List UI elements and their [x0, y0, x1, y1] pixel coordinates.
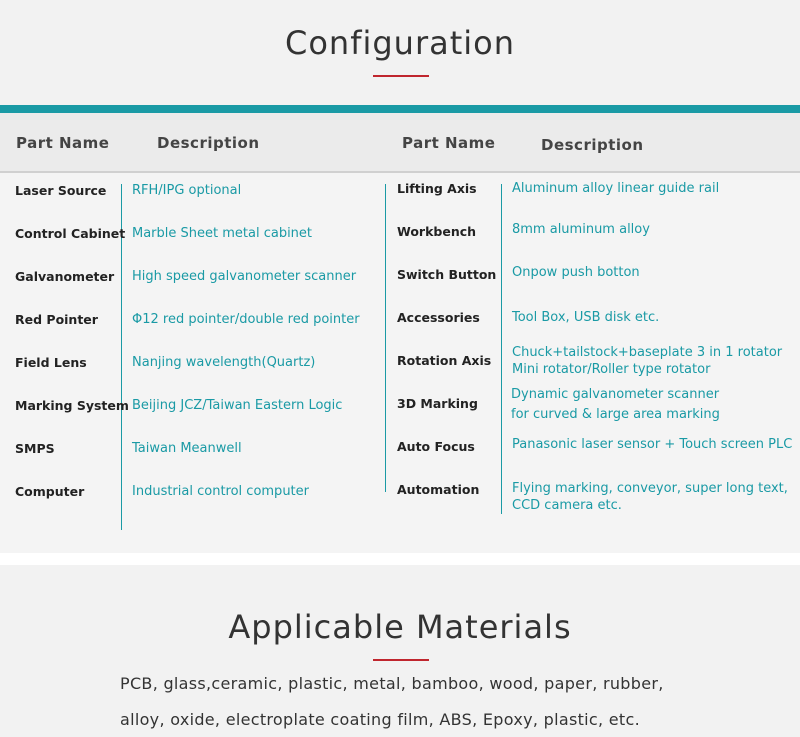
center-divider — [385, 184, 386, 492]
right-desc-accessories: Tool Box, USB disk etc. — [512, 310, 660, 325]
right-part-rotation-axis: Rotation Axis — [397, 353, 492, 368]
left-part-control-cabinet: Control Cabinet — [15, 226, 126, 241]
left-desc-marking-system: Beijing JCZ/Taiwan Eastern Logic — [132, 398, 343, 413]
right-desc-automation — [512, 480, 788, 514]
materials-title-underline — [373, 659, 429, 661]
right-desc-3d-marking-line2: for curved & large area marking — [511, 407, 720, 422]
right-part-automation: Automation — [397, 482, 480, 497]
right-part-switch-button: Switch Button — [397, 267, 497, 282]
materials-title: Applicable Materials — [228, 608, 572, 646]
left-desc-galvanometer: High speed galvanometer scanner — [132, 269, 357, 284]
left-desc-red-pointer: Φ12 red pointer/double red pointer — [132, 312, 360, 327]
right-desc-automation-line2: CCD camera etc. — [512, 498, 622, 513]
header-description-left: Description — [157, 134, 260, 152]
right-part-lifting-axis: Lifting Axis — [397, 181, 477, 196]
header-accent-bar — [0, 105, 800, 113]
left-desc-field-lens: Nanjing wavelength(Quartz) — [132, 355, 316, 370]
left-desc-smps: Taiwan Meanwell — [132, 441, 242, 456]
right-column-divider — [501, 184, 502, 514]
right-desc-switch-button: Onpow push botton — [512, 265, 640, 280]
left-desc-laser-source: RFH/IPG optional — [132, 183, 242, 198]
right-desc-automation-line1: Flying marking, conveyor, super long text, — [512, 481, 788, 496]
right-desc-rotation-axis-line1: Chuck+tailstock+baseplate 3 in 1 rotator — [512, 345, 783, 360]
right-desc-3d-marking-line1: Dynamic galvanometer scanner — [511, 387, 720, 402]
header-part-name-left: Part Name — [16, 134, 110, 152]
left-part-galvanometer: Galvanometer — [15, 269, 115, 284]
header-part-name-right: Part Name — [402, 134, 496, 152]
right-desc-rotation-axis — [512, 344, 782, 378]
right-part-auto-focus: Auto Focus — [397, 439, 475, 454]
right-part-accessories: Accessories — [397, 310, 480, 325]
left-part-marking-system: Marking System — [15, 398, 129, 413]
header-description-right: Description — [541, 136, 644, 154]
right-desc-lifting-axis: Aluminum alloy linear guide rail — [512, 181, 720, 196]
right-desc-rotation-axis-line2: Mini rotator/Roller type rotator — [512, 362, 711, 377]
materials-line-1: PCB, glass,ceramic, plastic, metal, bamboo, wood, paper, rubber, — [120, 674, 664, 693]
section-separator — [0, 553, 800, 565]
right-part-workbench: Workbench — [397, 224, 477, 239]
left-desc-control-cabinet: Marble Sheet metal cabinet — [132, 226, 313, 241]
materials-line-2: alloy, oxide, electroplate coating film, ABS, Epoxy, plastic, etc. — [120, 710, 640, 729]
configuration-title-underline — [373, 75, 429, 77]
right-desc-3d-marking — [511, 385, 720, 425]
left-part-red-pointer: Red Pointer — [15, 312, 98, 327]
left-part-field-lens: Field Lens — [15, 355, 87, 370]
right-part-3d-marking: 3D Marking — [397, 396, 478, 411]
right-desc-auto-focus: Panasonic laser sensor + Touch screen PLC — [512, 437, 793, 452]
left-desc-computer: Industrial control computer — [132, 484, 309, 499]
left-part-computer: Computer — [15, 484, 85, 499]
left-part-smps: SMPS — [15, 441, 55, 456]
configuration-title: Configuration — [284, 24, 515, 62]
right-desc-workbench: 8mm aluminum alloy — [512, 222, 650, 237]
left-part-laser-source: Laser Source — [15, 183, 107, 198]
table-header — [0, 113, 800, 173]
